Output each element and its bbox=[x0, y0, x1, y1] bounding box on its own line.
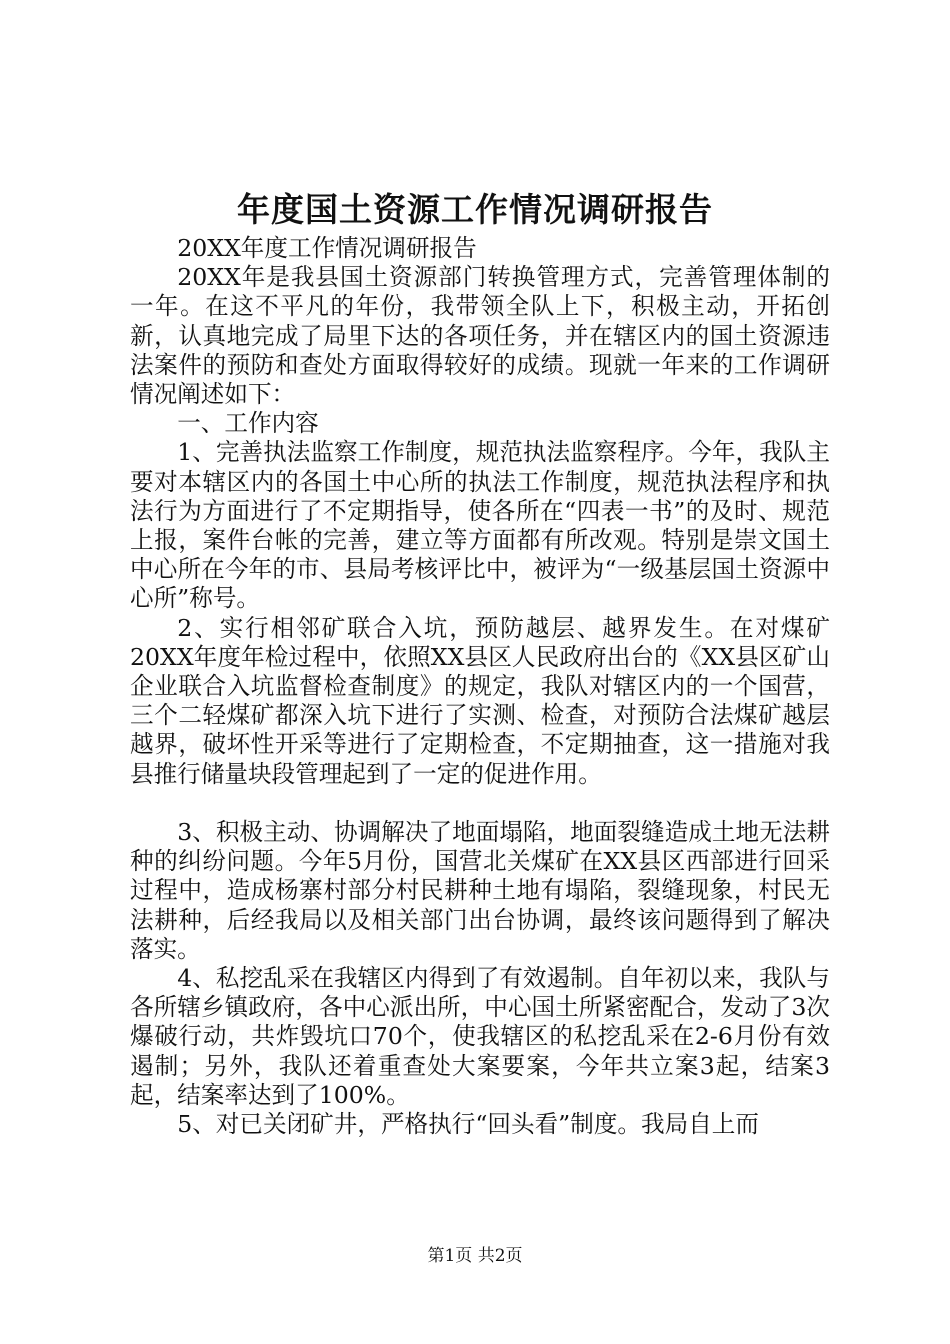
document-title: 年度国土资源工作情况调研报告 bbox=[237, 190, 713, 229]
blank-line bbox=[130, 789, 830, 818]
section-heading-work-content: 一、工作内容 bbox=[177, 409, 319, 438]
paragraph-subtitle: 20XX年度工作情况调研报告 bbox=[177, 234, 477, 262]
paragraph-intro: 20XX年是我县国土资源部门转换管理方式，完善管理体制的一年。在这不平凡的年份，我带领全队上下，积极主动，开拓创新，认真地完成了局里下达的各项任务，并在辖区内的国土资源违法案件的预防和查处方面取得较好的成绩。现就一年来的工作调研情况阐述如下： bbox=[130, 263, 830, 409]
paragraph-item-2: 2、实行相邻矿联合入坑，预防越层、越界发生。在对煤矿20XX年度年检过程中，依照XX县区人民政府出台的《XX县区矿山企业联合入坑监督检查制度》的规定，我队对辖区内的一个国营，三个二轻煤矿都深入坑下进行了实测、检查，对预防合法煤矿越层越界，破坏性开采等进行了定期检查，不定期抽查，这一措施对我县推行储量块段管理起到了一定的促进作用。 bbox=[130, 613, 830, 788]
paragraph-item-4: 4、私挖乱采在我辖区内得到了有效遏制。自年初以来，我队与各所辖乡镇政府，各中心派出所，中心国土所紧密配合，发动了3次爆破行动，共炸毁坑口70个，使我辖区的私挖乱采在2-6月份有效遏制；另外，我队还着重查处大案要案，今年共立案3起，结案3起，结案率达到了100%。 bbox=[130, 964, 830, 1109]
paragraph-item-3: 3、积极主动、协调解决了地面塌陷，地面裂缝造成土地无法耕种的纠纷问题。今年5月份，国营北关煤矿在XX县区西部进行回采过程中，造成杨寨村部分村民耕种土地有塌陷，裂缝现象，村民无法耕种，后经我局以及相关部门出台协调，最终该问题得到了解决落实。 bbox=[130, 818, 830, 963]
document-body bbox=[130, 234, 830, 1139]
paragraph-item-5: 5、对已关闭矿井，严格执行“回头看”制度。我局自上而 bbox=[177, 1110, 759, 1139]
page-footer: 第1页 共2页 bbox=[427, 1246, 523, 1266]
paragraph-item-1: 1、完善执法监察工作制度，规范执法监察程序。今年，我队主要对本辖区内的各国土中心所的执法工作制度，规范执法程序和执法行为方面进行了不定期指导，使各所在“四表一书”的及时、规范上报，案件台帐的完善，建立等方面都有所改观。特别是崇文国土中心所在今年的市、县局考核评比中，被评为“一级基层国土资源中心所”称号。 bbox=[130, 438, 830, 613]
